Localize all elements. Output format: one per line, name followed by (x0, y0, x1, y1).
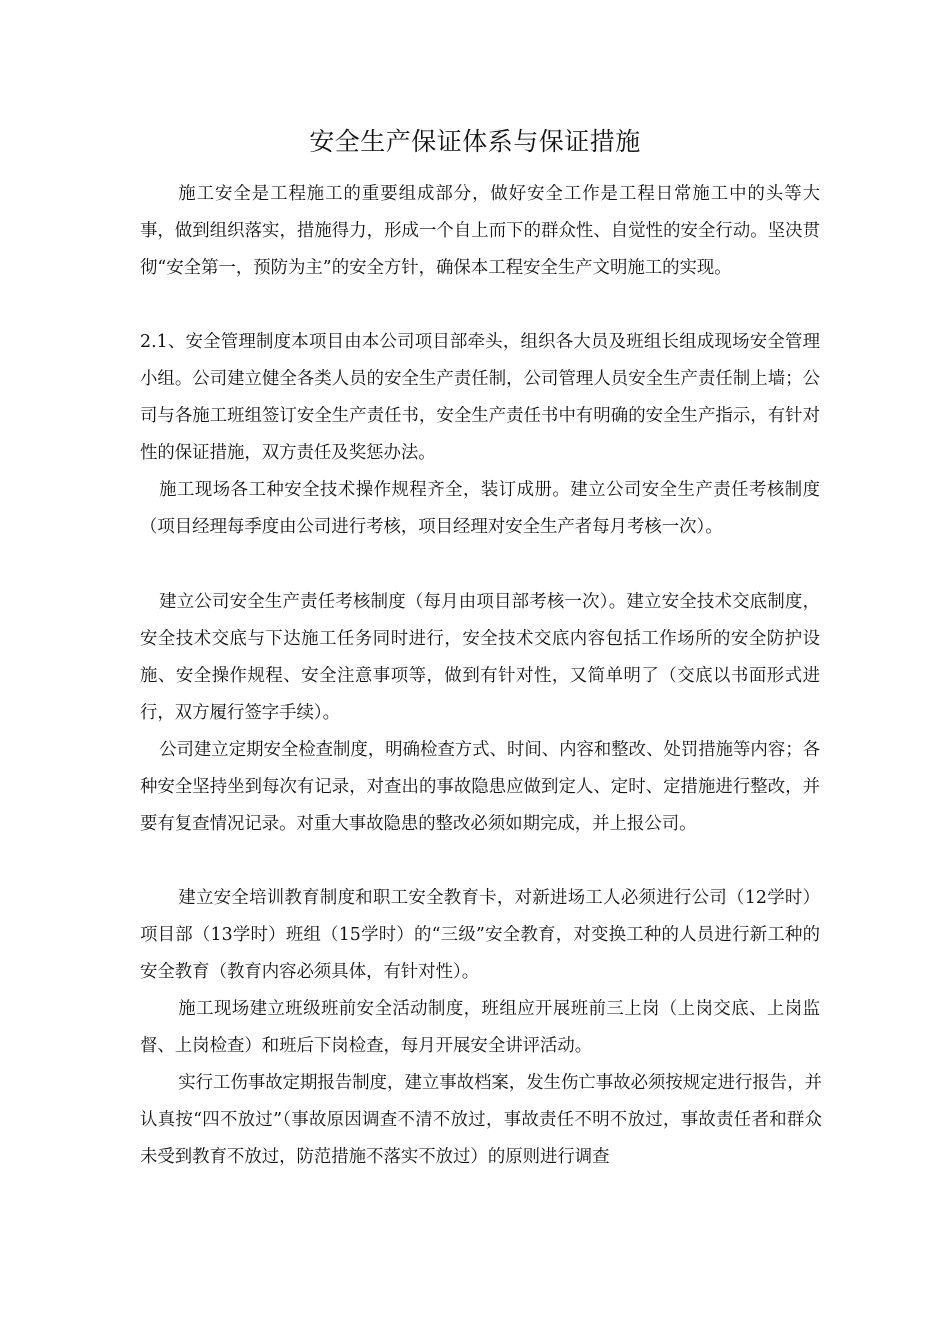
paragraph-operating-rules: 施工现场各工种安全技术操作规程齐全，装订成册。建立公司安全生产责任考核制度（项目经理每季度由公司进行考核，项目经理对安全生产者每月考核一次）。 (140, 480, 820, 537)
paragraph-team-activities: 施工现场建立班级班前安全活动制度，班组应开展班前三上岗（上岗交底、上岗监督、上岗检查）和班后下岗检查，每月开展安全讲评活动。 (140, 999, 820, 1056)
paragraph-accident-reporting: 实行工伤事故定期报告制度，建立事故档案，发生伤亡事故必须按规定进行报告，并认真按“四不放过”（事故原因调查不清不放过，事故责任不明不放过，事故责任者和群众未受到教育不放过，防范措施不落实不放过）的原则进行调查 (140, 1073, 822, 1167)
paragraph-safety-inspection: 公司建立定期安全检查制度，明确检查方式、时间、内容和整改、处罚措施等内容；各种安全坚持坐到每次有记录，对查出的事故隐患应做到定人、定时、定措施进行整改，并要有复查情况记录。对重大事故隐患的整改必须如期完成，并上报公司。 (140, 740, 820, 834)
paragraph-technical-briefing: 建立公司安全生产责任考核制度（每月由项目部考核一次）。建立安全技术交底制度，安全技术交底与下达施工任务同时进行，安全技术交底内容包括工作场所的安全防护设施、安全操作规程、安全注意事项等，做到有针对性，又简单明了（交底以书面形式进行，双方履行签字手续）。 (140, 592, 820, 723)
document-title: 安全生产保证体系与保证措施 (309, 127, 641, 156)
paragraph-safety-management: 2.1、安全管理制度本项目由本公司项目部牵头，组织各大员及班组长组成现场安全管理小组。公司建立健全各类人员的安全生产责任制，公司管理人员安全生产责任制上墙；公司与各施工班组签订安全生产责任书，安全生产责任书中有明确的安全生产指示，有针对性的保证措施，双方责任及奖惩办法。 (140, 332, 820, 463)
paragraph-intro: 施工安全是工程施工的重要组成部分，做好安全工作是工程日常施工中的头等大事，做到组织落实，措施得力，形成一个自上而下的群众性、自觉性的安全行动。坚决贯彻“安全第一，预防为主”的安全方针，确保本工程安全生产文明施工的实现。 (140, 184, 820, 278)
paragraph-safety-training: 建立安全培训教育制度和职工安全教育卡，对新进场工人必须进行公司（12学时）项目部（13学时）班组（15学时）的“三级”安全教育，对变换工种的人员进行新工种的安全教育（教育内容必须具体，有针对性）。 (140, 888, 820, 982)
